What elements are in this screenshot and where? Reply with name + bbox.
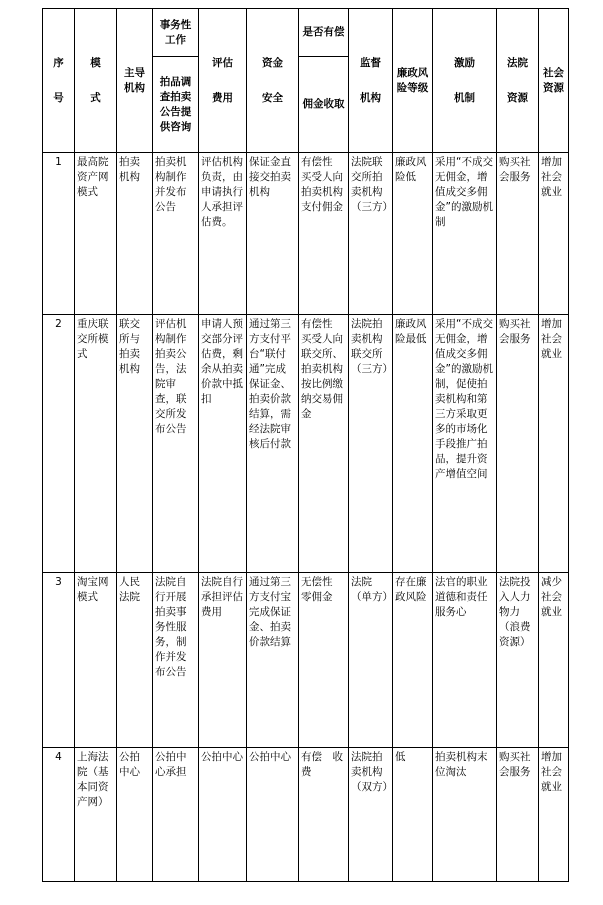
- cell-risk: 存在廉政风险: [393, 573, 433, 748]
- cell-seq: 4: [43, 748, 75, 882]
- cell-supervise: 法院拍卖机构（双方）: [349, 748, 393, 882]
- header-seq: 序 号: [43, 9, 75, 153]
- header-affairs-bottom: 拍品调查拍卖公告提供咨询: [153, 57, 199, 153]
- header-risk: 廉政风险等级: [393, 9, 433, 153]
- header-row-top: [43, 9, 569, 57]
- cell-risk: 廉政风险最低: [393, 315, 433, 573]
- cell-lead: 人民法院: [117, 573, 153, 748]
- cell-social: 增加社会就业: [539, 748, 569, 882]
- cell-risk: 廉政风险低: [393, 153, 433, 315]
- cell-supervise: 法院联交所拍卖机构（三方）: [349, 153, 393, 315]
- comparison-table: [42, 8, 569, 882]
- cell-court: 购买社会服务: [497, 748, 539, 882]
- table-row: [43, 315, 569, 573]
- header-social: 社会资源: [539, 9, 569, 153]
- header-eval: 评估 费用: [199, 9, 247, 153]
- table-row: [43, 748, 569, 882]
- cell-lead: 公拍中心: [117, 748, 153, 882]
- header-supervise: 监督 机构: [349, 9, 393, 153]
- cell-social: 增加社会就业: [539, 153, 569, 315]
- header-paid-top: 是否有偿: [299, 9, 349, 57]
- table-row: [43, 573, 569, 748]
- cell-incentive: 拍卖机构末位淘汰: [433, 748, 497, 882]
- cell-incentive: 法官的职业道德和责任服务心: [433, 573, 497, 748]
- cell-affairs: 评估机构制作拍卖公告，法院审查，联交所发布公告: [153, 315, 199, 573]
- cell-seq: 3: [43, 573, 75, 748]
- cell-fund: 通过第三方支付平台“联付通”完成保证金、拍卖价款结算，需经法院审核后付款: [247, 315, 299, 573]
- cell-paid: 有偿 收费: [299, 748, 349, 882]
- cell-incentive: 采用“不成交无佣金，增值成交多佣金”的激励机制: [433, 153, 497, 315]
- header-mode: 模 式: [75, 9, 117, 153]
- header-incentive: 激励 机制: [433, 9, 497, 153]
- header-lead: 主导机构: [117, 9, 153, 153]
- cell-supervise: 法院拍卖机构联交所（三方）: [349, 315, 393, 573]
- cell-fund: 通过第三方支付宝完成保证金、拍卖价款结算: [247, 573, 299, 748]
- cell-social: 减少社会就业: [539, 573, 569, 748]
- cell-eval: 评估机构负责，由申请执行人承担评估费。: [199, 153, 247, 315]
- cell-affairs: 法院自行开展拍卖事务性服务，制作并发布公告: [153, 573, 199, 748]
- cell-court: 购买社会服务: [497, 315, 539, 573]
- header-affairs-top: 事务性工作: [153, 9, 199, 57]
- cell-fund: 公拍中心: [247, 748, 299, 882]
- cell-eval: 申请人预交部分评估费，剩余从拍卖价款中抵扣: [199, 315, 247, 573]
- cell-supervise: 法院（单方）: [349, 573, 393, 748]
- header-fund: 资金 安全: [247, 9, 299, 153]
- table-row: [43, 153, 569, 315]
- cell-lead: 拍卖机构: [117, 153, 153, 315]
- cell-court: 购买社会服务: [497, 153, 539, 315]
- cell-affairs: 拍卖机构制作并发布公告: [153, 153, 199, 315]
- cell-mode: 淘宝网模式: [75, 573, 117, 748]
- cell-incentive: 采用“不成交无佣金，增值成交多佣金”的激励机制，促使拍卖机构和第三方采取更多的市场化手段推广拍品，提升资产增值空间: [433, 315, 497, 573]
- cell-fund: 保证金直接交拍卖机构: [247, 153, 299, 315]
- cell-risk: 低: [393, 748, 433, 882]
- cell-court: 法院投入人力物力（浪费资源）: [497, 573, 539, 748]
- cell-paid: 无偿性 零佣金: [299, 573, 349, 748]
- cell-lead: 联交所与拍卖机构: [117, 315, 153, 573]
- header-court: 法院 资源: [497, 9, 539, 153]
- cell-paid: 有偿性 买受人向拍卖机构支付佣金: [299, 153, 349, 315]
- cell-social: 增加社会就业: [539, 315, 569, 573]
- cell-mode: 最高院资产网模式: [75, 153, 117, 315]
- cell-paid: 有偿性 买受人向联交所、拍卖机构按比例缴纳交易佣金: [299, 315, 349, 573]
- cell-eval: 法院自行承担评估费用: [199, 573, 247, 748]
- cell-mode: 重庆联交所模式: [75, 315, 117, 573]
- cell-mode: 上海法院（基本同资产网）: [75, 748, 117, 882]
- header-paid-bottom: 佣金收取: [299, 57, 349, 153]
- cell-affairs: 公拍中心承担: [153, 748, 199, 882]
- cell-seq: 2: [43, 315, 75, 573]
- cell-eval: 公拍中心: [199, 748, 247, 882]
- cell-seq: 1: [43, 153, 75, 315]
